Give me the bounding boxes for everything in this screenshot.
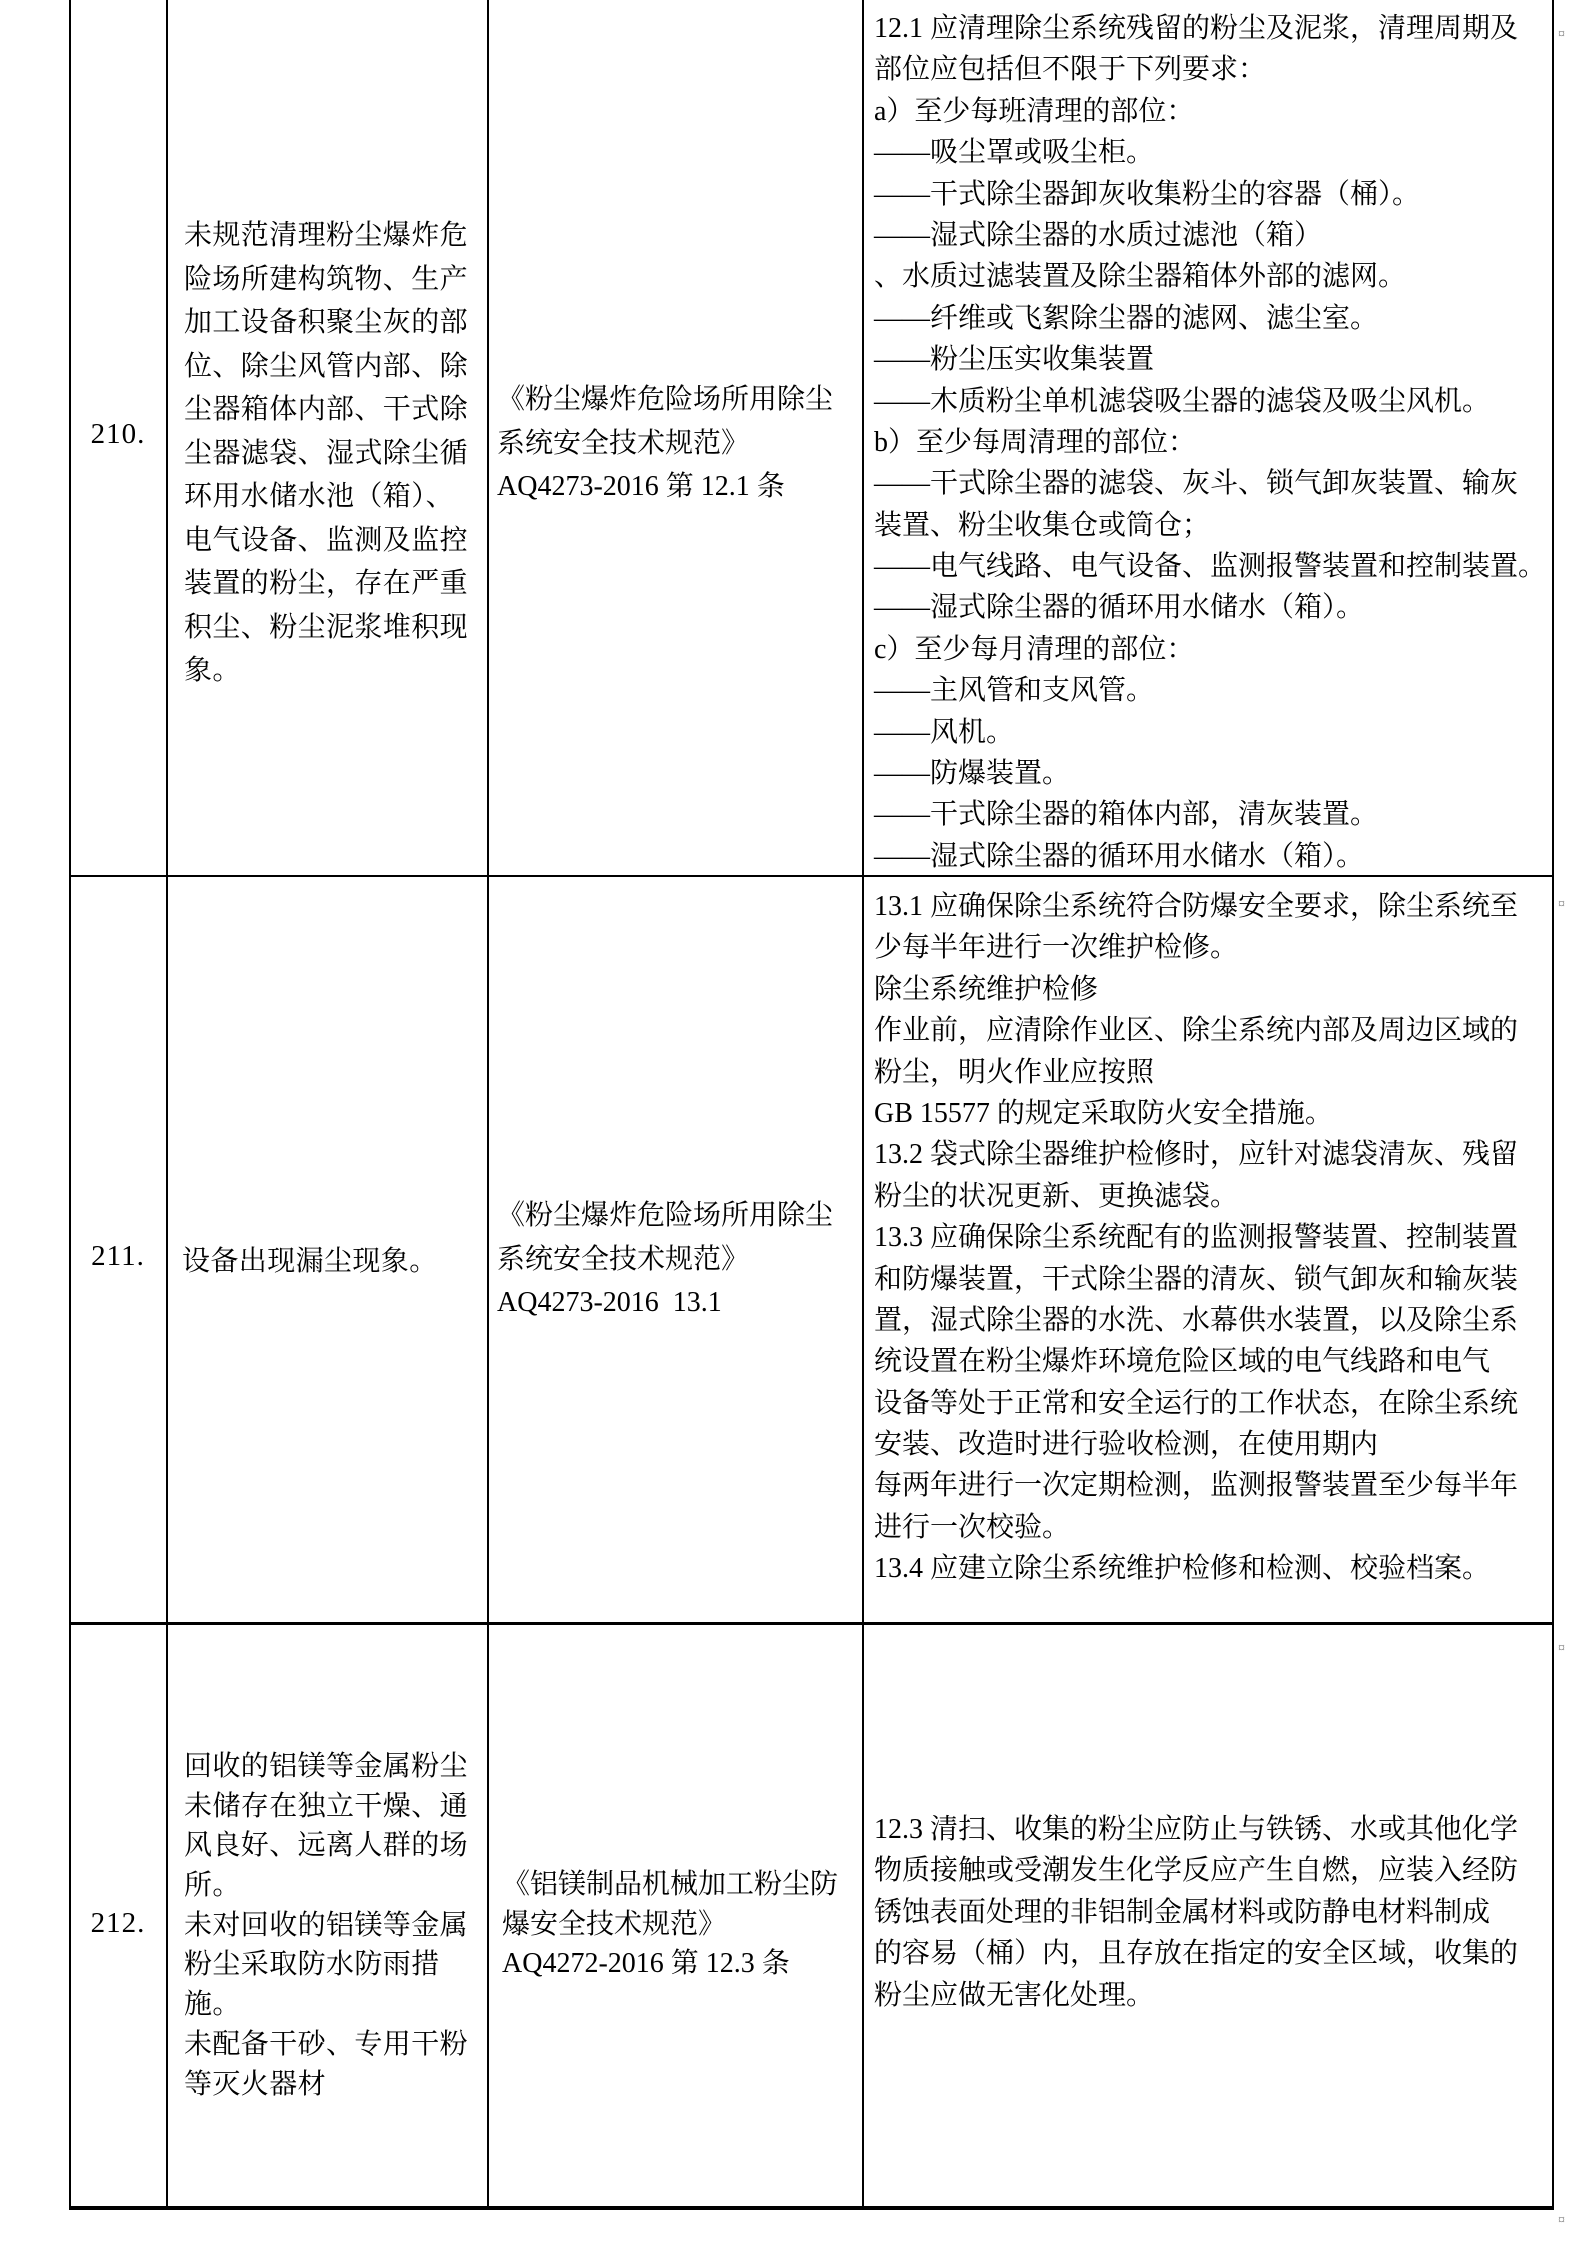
text-line: 13.4 应建立除尘系统维护检修和检测、校验档案。 — [874, 1553, 1491, 1585]
text-line: ——干式除尘器卸灰收集粉尘的容器（桶）。 — [874, 178, 1421, 210]
text-line: 象。 — [184, 655, 241, 686]
text-line: ——干式除尘器的滤袋、灰斗、锁气卸灰装置、输灰 — [874, 468, 1519, 500]
text-line: 进行一次校验。 — [874, 1511, 1071, 1543]
text-line: ——干式除尘器的箱体内部，清灰装置。 — [874, 799, 1379, 831]
text-line: ——防爆装置。 — [874, 758, 1071, 790]
text-line: AQ4273-2016 第 12.1 条 — [497, 471, 785, 502]
text-line: 风良好、远离人群的场 — [184, 1830, 469, 1862]
row-number: 211. — [91, 1240, 145, 1272]
text-line: 系统安全技术规范》 — [497, 1243, 750, 1275]
end-of-row-marker: ¤ — [1558, 2213, 1565, 2228]
end-of-row-marker: ¤ — [1558, 1641, 1565, 1656]
text-line: 和防爆装置，干式除尘器的清灰、锁气卸灰和输灰装 — [874, 1263, 1519, 1295]
table-border-right — [1552, 0, 1554, 2208]
text-line: 安装、改造时进行验收检测，在使用期内 — [874, 1429, 1379, 1461]
text-line: 装置的粉尘，存在严重 — [184, 568, 469, 599]
text-line: a）至少每班清理的部位： — [874, 95, 1195, 127]
end-of-row-marker: ¤ — [1558, 897, 1565, 912]
text-line: 尘器滤袋、湿式除尘循 — [184, 437, 469, 469]
text-line: 统设置在粉尘爆炸环境危险区域的电气线路和电气 — [874, 1346, 1491, 1378]
hazard-description — [184, 214, 474, 693]
text-line: 未配备干砂、专用干粉 — [184, 2028, 469, 2060]
text-line: 装置、粉尘收集仓或筒仓； — [874, 509, 1211, 541]
regulation-reference — [497, 1194, 857, 1325]
table-border-left — [69, 0, 71, 2208]
text-line: 《铝镁制品机械加工粉尘防 — [502, 1869, 839, 1900]
text-line: GB 15577 的规定采取防火安全措施。 — [874, 1097, 1333, 1129]
hazard-description — [184, 1747, 474, 2104]
text-line: 粉尘应做无害化处理。 — [874, 1979, 1155, 2011]
text-line: 未规范清理粉尘爆炸危 — [184, 220, 469, 251]
text-line: ——风机。 — [874, 716, 1015, 748]
text-line: ——纤维或飞絮除尘器的滤网、滤尘室。 — [874, 302, 1379, 334]
row-number: 212. — [90, 1907, 146, 1939]
text-line: ——木质粉尘单机滤袋吸尘器的滤袋及吸尘风机。 — [874, 385, 1491, 417]
text-line: 、水质过滤装置及除尘器箱体外部的滤网。 — [874, 261, 1407, 293]
text-line: 积尘、粉尘泥浆堆积现 — [184, 611, 469, 643]
text-line: AQ4272-2016 第 12.3 条 — [502, 1948, 790, 1980]
text-line: 位、除尘风管内部、除 — [184, 350, 469, 382]
text-line: ——湿式除尘器的循环用水储水（箱）。 — [874, 840, 1365, 872]
text-line: AQ4273-2016 13.1 — [497, 1287, 722, 1318]
text-line: 未储存在独立干燥、通 — [184, 1790, 469, 1822]
table-border-bottom — [69, 2206, 1554, 2210]
text-line: 置，湿式除尘器的水洗、水幕供水装置，以及除尘系 — [874, 1304, 1519, 1336]
regulation-reference — [502, 1865, 862, 1984]
text-line: 险场所建构筑物、生产 — [184, 263, 469, 295]
text-line: 物质接触或受潮发生化学反应产生自燃，应装入经防 — [874, 1855, 1519, 1887]
text-line: 施。 — [184, 1989, 241, 2021]
text-line: 粉尘的状况更新、更换滤袋。 — [874, 1180, 1239, 1212]
text-line: 系统安全技术规范》 — [497, 427, 750, 459]
end-of-row-marker: ¤ — [1558, 27, 1565, 42]
requirement-text — [874, 8, 1550, 877]
text-line: 环用水储水池（箱）、 — [184, 481, 455, 512]
text-line: 12.3 清扫、收集的粉尘应防止与铁锈、水或其他化学 — [874, 1814, 1519, 1845]
text-line: ——吸尘罩或吸尘柜。 — [874, 137, 1155, 169]
text-line: 设备等处于正常和安全运行的工作状态，在除尘系统 — [874, 1387, 1519, 1419]
text-line: ——粉尘压实收集装置 — [874, 344, 1155, 376]
text-line: 13.2 袋式除尘器维护检修时，应针对滤袋清灰、残留 — [874, 1139, 1519, 1171]
requirement-text — [874, 886, 1550, 1590]
text-line: 回收的铝镁等金属粉尘 — [184, 1751, 469, 1782]
row-number: 210. — [90, 418, 146, 450]
text-line: ——主风管和支风管。 — [874, 675, 1155, 707]
regulation-reference — [497, 378, 857, 509]
text-line: 等灭火器材 — [184, 2068, 327, 2100]
text-line: 未对回收的铝镁等金属 — [184, 1909, 469, 1941]
text-line: 电气设备、监测及监控 — [184, 524, 469, 556]
text-line: 作业前，应清除作业区、除尘系统内部及周边区域的 — [874, 1015, 1519, 1047]
text-line: 所。 — [184, 1870, 241, 1902]
text-line: 粉尘采取防水防雨措 — [184, 1949, 440, 1981]
text-line: ——电气线路、电气设备、监测报警装置和控制装置。 — [874, 551, 1547, 583]
text-line: 《粉尘爆炸危险场所用除尘 — [497, 384, 834, 415]
text-line: ——湿式除尘器的水质过滤池（箱） — [874, 219, 1323, 251]
text-line: 13.1 应确保除尘系统符合防爆安全要求，除尘系统至 — [874, 891, 1519, 922]
row-divider-211-212 — [69, 1622, 1554, 1625]
text-line: ——湿式除尘器的循环用水储水（箱）。 — [874, 592, 1365, 624]
text-line: 《粉尘爆炸危险场所用除尘 — [497, 1200, 834, 1231]
table-border-col2-col3 — [487, 0, 489, 2208]
table-border-col3-col4 — [862, 0, 864, 2208]
text-line: 少每半年进行一次维护检修。 — [874, 932, 1239, 964]
text-line: 爆安全技术规范》 — [502, 1908, 727, 1940]
requirement-text — [874, 1809, 1550, 2016]
text-line: 12.1 应清理除尘系统残留的粉尘及泥浆，清理周期及 — [874, 13, 1519, 44]
text-line: 加工设备积聚尘灰的部 — [184, 307, 469, 338]
hazard-description — [182, 1240, 472, 1284]
text-line: 13.3 应确保除尘系统配有的监测报警装置、控制装置 — [874, 1222, 1519, 1254]
text-line: 粉尘，明火作业应按照 — [874, 1056, 1155, 1088]
text-line: 的容易（桶）内，且存放在指定的安全区域，收集的 — [874, 1938, 1519, 1970]
text-line: 设备出现漏尘现象。 — [182, 1246, 438, 1277]
table-border-col1-col2 — [166, 0, 168, 2208]
text-line: c）至少每月清理的部位： — [874, 633, 1195, 665]
text-line: 除尘系统维护检修 — [874, 973, 1099, 1005]
text-line: 锈蚀表面处理的非铝制金属材料或防静电材料制成 — [874, 1896, 1491, 1928]
text-line: 部位应包括但不限于下列要求： — [874, 54, 1267, 86]
text-line: b）至少每周清理的部位： — [874, 426, 1197, 458]
text-line: 每两年进行一次定期检测，监测报警装置至少每半年 — [874, 1470, 1519, 1502]
text-line: 尘器箱体内部、干式除 — [184, 394, 469, 425]
